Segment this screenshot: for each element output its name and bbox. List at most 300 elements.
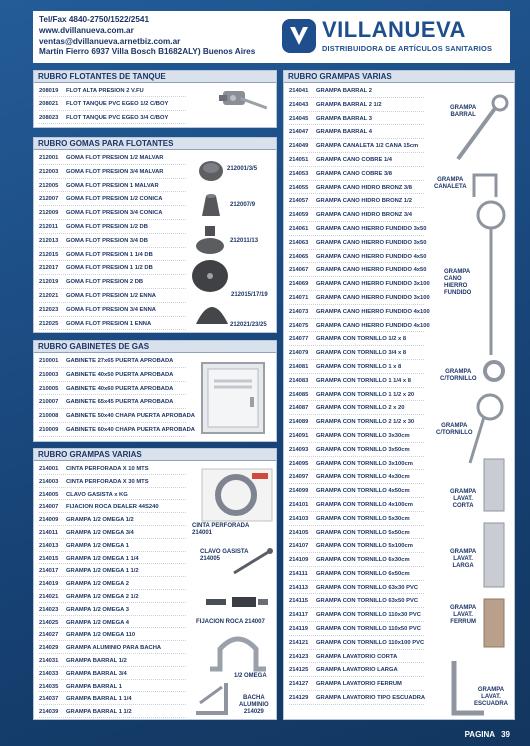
product-code: 214015 [39,555,59,562]
product-code: 214097 [289,474,309,481]
row-divider [39,329,186,330]
row-divider [39,178,186,179]
product-description: GRAMPA 1/2 OMEGA 3 [66,606,129,613]
product-description: GRAMPA CANO HIERRO FUNDIDO 3x100 [316,281,430,288]
row-divider [39,666,186,667]
product-description: GRAMPA CON TORNILLO 110x100 PVC [316,639,425,646]
row-divider [39,704,186,705]
product-description: GRAMPA CANO COBRE 1/4 [316,156,393,163]
product-description: GRAMPA CON TORNILLO 3x100cm [316,460,413,467]
product-description: GRAMPA 1/2 OMEGA 3/4 [66,529,134,536]
enna-washer-image [194,296,230,326]
row-divider [39,679,186,680]
row-divider [39,538,186,539]
product-description: GRAMPA BARRAL 3/4 [66,670,127,677]
product-code: 214121 [289,639,309,646]
product-description: GRAMPA BARRAL 2 [316,88,372,94]
product-code: 214037 [39,696,59,703]
product-row [34,304,276,318]
product-description: GRAMPA CON TORNILLO 4x30cm [316,474,410,481]
product-description: GRAMPA 1/2 OMEGA 1 1/2 [66,568,139,575]
row-divider [289,193,424,194]
product-description: GRAMPA CANO HIERRO FUNDIDO 3x50 [316,239,427,246]
product-description: GRAMPA LAVATORIO FERRUM [316,681,402,688]
row-divider [289,318,424,319]
row-divider [289,387,424,388]
lavat-ferrum-image [480,595,510,651]
product-description: GRAMPA CON TORNILLO 2 x 20 [316,405,405,412]
product-description: GRAMPA 1/2 OMEGA 1 1/4 [66,555,139,562]
product-code: 214069 [289,281,309,288]
rubber-washer-image [196,158,226,184]
product-code: 214111 [289,570,308,577]
row-divider [39,640,186,641]
row-divider [289,483,424,484]
row-divider [289,262,424,263]
canaleta-label: GRAMPA CANALETA [434,177,467,190]
product-code: 214039 [39,709,59,716]
row-divider [289,525,424,526]
fijacion-label: FIJACION ROCA 214007 [196,619,265,625]
product-description: GOMA FLOT PRESION 3/4 CONICA [66,210,163,217]
product-code: 214005 [39,491,59,498]
product-code: 210005 [39,385,59,392]
row-divider [39,474,186,475]
product-code: 214077 [289,336,309,343]
row-divider [289,469,424,470]
row-divider [39,316,186,317]
product-code: 212025 [39,320,59,327]
product-code: 214075 [289,322,309,329]
row-divider [289,345,424,346]
product-code: 214001 [39,466,59,472]
tornillo-label-2: GRAMPA C/TORNILLO [436,423,473,436]
product-description: GRAMPA CON TORNILLO 110x50 PVC [316,626,421,633]
product-description: GRAMPA CON TORNILLO 1 x 8 [316,363,402,370]
product-description: GRAMPA CON TORNILLO 3x30cm [316,432,410,439]
product-description: GRAMPA CON TORNILLO 4x50cm [316,488,410,495]
product-code: 212007 [39,196,59,203]
product-description: GRAMPA CON TORNILLO 6x50cm [316,570,410,577]
product-code: 214071 [289,294,309,301]
product-description: GOMA FLOT PRESION 3/4 MALVAR [66,168,164,175]
row-divider [289,497,424,498]
hierro-label: GRAMPA CANO HIERRO FUNDIDO [444,269,472,296]
row-divider [39,589,186,590]
section-title: RUBRO GRAMPAS VARIAS [34,449,276,461]
product-code: 214049 [289,143,309,150]
product-description: GRAMPA ALUMINIO PARA BACHA [66,645,162,652]
product-code: 214067 [289,267,309,274]
product-code: 214113 [289,584,309,591]
brand-tagline: DISTRIBUIDORA DE ARTÍCULOS SANITARIOS [322,44,493,53]
contact-address: Martín Fierro 6937 Villa Bosch B1682ALY) Buenos Aires [39,47,256,57]
product-row [34,152,276,166]
row-divider [289,290,424,291]
product-code: 214061 [289,225,309,232]
row-divider [289,359,424,360]
product-code: 212017 [39,265,59,272]
product-description: GRAMPA CON TORNILLO 63x30 PVC [316,584,418,591]
row-divider [39,436,186,437]
product-description: GRAMPA LAVATORIO TIPO ESCUADRA [316,695,426,702]
row-divider [289,580,424,581]
row-divider [289,428,424,429]
product-code: 214109 [289,557,309,564]
row-divider [289,373,424,374]
conical-washer-image [196,190,226,220]
page-footer [459,730,510,739]
product-code: 214047 [289,129,309,136]
contact-info [39,15,255,58]
row-divider [289,635,424,636]
product-description: GABINETE 65x45 PUERTA APROBADA [66,399,174,406]
row-divider [39,219,186,220]
row-divider [39,381,186,382]
brand-logo [282,17,502,57]
product-code: 214081 [289,363,309,370]
product-code: 214053 [289,170,309,177]
row-divider [289,138,424,139]
product-description: GRAMPA LAVATORIO CORTA [316,653,398,660]
row-divider [39,487,186,488]
product-row [34,276,276,290]
row-divider [39,123,186,124]
section-title: RUBRO GABINETES DE GAS [34,341,276,353]
product-description: GABINETE 40x60 PUERTA APROBADA [66,385,174,392]
row-divider [289,304,424,305]
row-divider [39,110,186,111]
product-code: 214025 [39,619,59,626]
product-description: GRAMPA CANO HIERRO FUNDIDO 4x50 [316,253,427,260]
omega-label: 1/2 OMEGA [234,673,267,679]
product-code: 210007 [39,399,59,406]
product-code: 210003 [39,371,59,378]
section-flotantes [33,70,277,128]
product-code: 214013 [39,542,59,549]
barral-label: GRAMPA BARRAL [450,105,477,118]
product-code: 214029 [39,645,59,652]
row-divider [39,191,186,192]
goma-label-5: 212021/23/25 [230,322,267,328]
product-code: 214073 [289,308,309,315]
larga-label: GRAMPA LAVAT. LARGA [450,549,477,569]
product-code: 214017 [39,568,59,575]
product-code: 214027 [39,632,59,639]
row-divider [39,551,186,552]
row-divider [289,166,424,167]
goma-label-3: 212011/13 [230,238,259,244]
row-divider [289,400,424,401]
product-code: 210009 [39,426,59,433]
product-code: 212021 [39,292,59,299]
product-description: GABINETE 27x65 PUERTA APROBADA [66,358,174,364]
row-divider [289,538,424,539]
product-code: 214065 [289,253,309,260]
row-divider [289,221,424,222]
row-divider [289,593,424,594]
product-code: 214095 [289,460,309,467]
product-code: 214119 [289,626,309,633]
product-code: 214043 [289,101,309,108]
product-description: GABINETE 60x40 CHAPA PUERTA APROBADA [66,426,195,433]
row-divider [39,205,186,206]
product-description: GRAMPA CON TORNILLO 1 1/4 x 8 [316,377,411,384]
product-description: GRAMPA CON TORNILLO 5x30cm [316,515,410,522]
section-title: RUBRO FLOTANTES DE TANQUE [34,71,276,83]
product-description: GRAMPA CANO HIERRO FUNDIDO 4x50 [316,267,427,274]
row-divider [289,152,424,153]
row-divider [39,247,186,248]
lavat-larga-image [480,519,510,591]
row-divider [39,499,186,500]
row-divider [39,691,186,692]
row-divider [289,207,424,208]
product-code: 214127 [289,681,309,688]
row-divider [289,649,424,650]
brand-name: VILLANUEVA [322,17,466,42]
product-description: GRAMPA CANO HIERRO FUNDIDO 3x50 [316,225,427,232]
product-code: 214101 [289,501,309,508]
product-description: GABINETE 40x50 PUERTA APROBADA [66,371,174,378]
product-description: GOMA FLOT PRESION 1/2 MALVAR [66,155,164,161]
product-description: FLOT TANQUE PVC EGEO 1/2 C/BOY [66,101,169,108]
product-code: 208023 [39,114,59,121]
product-code: 212003 [39,168,59,175]
contact-website[interactable]: www.dvillanueva.com.ar [39,25,134,35]
product-code: 208019 [39,88,59,94]
goma-label-4: 212015/17/19 [231,292,268,298]
product-description: GRAMPA CANO HIERRO FUNDIDO 4x100 [316,308,430,315]
ferrum-label: GRAMPA LAVAT. FERRUM [450,605,477,625]
product-code: 214023 [39,606,59,613]
tornillo-label-1: GRAMPA C/TORNILLO [440,369,477,382]
product-description: GRAMPA CON TORNILLO 2 1/2 x 30 [316,419,415,426]
product-description: GOMA FLOT PRESION 3/4 DB [66,237,148,244]
product-description: GRAMPA CON TORNILLO 110x30 PVC [316,612,421,619]
row-divider [289,235,424,236]
row-divider [289,456,424,457]
product-code: 212009 [39,210,59,217]
product-code: 210008 [39,413,59,420]
product-code: 214115 [289,598,309,605]
row-divider [39,602,186,603]
product-description: GRAMPA BARRAL 1 [66,683,122,690]
product-code: 214045 [289,115,309,122]
product-code: 214105 [289,529,309,536]
product-description: GRAMPA CON TORNILLO 1 1/2 x 20 [316,391,415,398]
goma-label-2: 212007/9 [230,202,256,208]
product-code: 212001 [39,155,59,161]
row-divider [39,260,186,261]
product-code: 214107 [289,543,309,550]
product-code: 214103 [289,515,309,522]
row-divider [289,331,424,332]
basin-bracket-image [192,677,234,717]
product-description: GRAMPA BARRAL 2 1/2 [316,101,382,108]
product-description: CLAVO GASISTA x KG [66,491,128,498]
product-code: 214059 [289,212,309,219]
product-description: GRAMPA BARRAL 4 [316,129,372,136]
product-description: GRAMPA 1/2 OMEGA 4 [66,619,129,626]
product-code: 214019 [39,581,59,588]
row-divider [39,627,186,628]
large-washer-image [190,258,230,294]
db-washer-image [194,224,226,256]
product-description: GRAMPA 1/2 OMEGA 1 [66,542,129,549]
row-divider [289,111,424,112]
row-divider [289,662,424,663]
product-description: GRAMPA CON TORNILLO 6x30cm [316,557,410,564]
product-code: 214123 [289,653,309,660]
product-description: GRAMPA CANO HIDRO BRONZ 3/8 [316,184,412,191]
hierro-clamp-image [474,199,508,359]
section-gabinetes [33,340,277,442]
clavo-label: CLAVO GASISTA 214005 [200,549,249,562]
row-divider [39,576,186,577]
perforated-tape-image [200,467,274,523]
float-valve-image [219,85,274,127]
product-description: GOMA FLOT PRESION 2 DB [66,279,144,286]
section-title: RUBRO GRAMPAS VARIAS [284,71,514,83]
row-divider [289,414,424,415]
logo-v-icon [282,19,316,53]
product-code: 212015 [39,251,59,258]
product-code: 212019 [39,279,59,286]
product-code: 214011 [39,529,59,536]
row-divider [39,653,186,654]
bacha-label: BACHA ALUMINIO 214029 [239,695,269,715]
product-description: FLOT TANQUE PVC EGEO 3/4 C/BOY [66,114,169,121]
row-divider [39,164,186,165]
row-divider [289,442,424,443]
product-description: GRAMPA CANALETA 1/2 CANA 15cm [316,143,419,150]
product-description: GRAMPA BARRAL 1 1/4 [66,696,132,703]
product-description: FIJACION ROCA DEALER 44S240 [66,504,159,511]
product-description: GRAMPA 1/2 OMEGA 2 [66,581,129,588]
product-description: GOMA FLOT PRESION 3/4 ENNA [66,306,156,313]
row-divider [39,288,186,289]
contact-phone: Tel/Fax 4840-2750/1522/2541 [39,15,150,24]
row-divider [39,615,186,616]
product-description: GRAMPA CON TORNILLO 5x100cm [316,543,413,550]
product-description: GOMA FLOT PRESION 1/2 DB [66,223,148,230]
product-code: 214057 [289,198,309,205]
section-grampas-right [283,70,515,720]
canaleta-clamp-image [470,167,500,201]
product-description: GOMA FLOT PRESION 1/2 CONICA [66,196,163,203]
row-divider [289,676,424,677]
row-divider [39,408,186,409]
section-gomas [33,137,277,333]
goma-label-1: 212001/3/5 [227,166,258,172]
product-description: GRAMPA CANO HIDRO BRONZ 1/2 [316,198,412,205]
row-divider [289,180,424,181]
row-divider [289,276,424,277]
row-divider [39,717,186,718]
row-divider [39,367,186,368]
product-code: 214125 [289,667,309,674]
product-description: GRAMPA BARRAL 1/2 [66,657,127,664]
product-description: GRAMPA 1/2 OMEGA 1/2 [66,517,134,524]
contact-email[interactable]: ventas@dvillanueva.arnetbiz.com.ar [39,36,181,46]
row-divider [39,302,186,303]
omega-clamp-image [206,635,270,673]
tornillo-clamp-image-1 [480,359,508,385]
row-divider [289,690,424,691]
row-divider [39,233,186,234]
product-code: 210001 [39,358,59,364]
product-code: 214091 [289,432,309,439]
product-description: GRAMPA CON TORNILLO 1/2 x 8 [316,336,407,343]
corta-label: GRAMPA LAVAT. CORTA [450,489,477,509]
page-number: 39 [501,730,510,739]
product-code: 214087 [289,405,309,412]
section-grampas-left [33,448,277,720]
product-code: 214085 [289,391,309,398]
product-description: GRAMPA CANO HIDRO BRONZ 3/4 [316,212,412,219]
cinta-label: CINTA PERFORADA 214001 [192,523,250,536]
row-divider [289,704,424,705]
product-code: 214051 [289,156,309,163]
product-description: GOMA FLOT PRESION 1/2 ENNA [66,292,156,299]
row-divider [39,525,186,526]
row-divider [39,512,186,513]
row-divider [289,124,424,125]
product-description: GRAMPA CANO HIERRO FUNDIDO 4x100 [316,322,430,329]
barral-clamp-image [452,93,512,163]
page-label: PAGINA [464,730,496,739]
product-code: 214021 [39,593,59,600]
product-description: GRAMPA CON TORNILLO 63x50 PVC [316,598,418,605]
product-description: CINTA PERFORADA X 10 MTS [66,466,149,472]
product-description: GRAMPA CON TORNILLO 4x100cm [316,501,413,508]
product-code: 212023 [39,306,59,313]
product-description: GOMA FLOT PRESION 1 ENNA [66,320,152,327]
product-description: CINTA PERFORADA X 30 MTS [66,478,149,485]
product-description: GRAMPA CANO COBRE 3/8 [316,170,393,177]
row-divider [289,97,424,98]
product-code: 214031 [39,657,59,664]
product-code: 214063 [289,239,309,246]
row-divider [289,566,424,567]
row-divider [289,621,424,622]
product-code: 214055 [289,184,309,191]
row-divider [39,394,186,395]
product-code: 212013 [39,237,59,244]
product-code: 214041 [289,88,309,94]
product-code: 214129 [289,695,309,702]
gas-cabinet-image [200,361,268,435]
product-description: GRAMPA CON TORNILLO 5x50cm [316,529,410,536]
product-code: 214003 [39,478,59,485]
row-divider [289,511,424,512]
product-row [34,262,276,276]
product-description: GRAMPA 1/2 OMEGA 2 1/2 [66,593,139,600]
product-description: GRAMPA BARRAL 1 1/2 [66,709,132,716]
product-description: FLOT ALTA PRESION 2 V.FU [66,88,144,94]
escuadra-label: GRAMPA LAVAT. ESCUADRA [474,687,509,707]
product-code: 212005 [39,182,59,189]
product-code: 214083 [289,377,309,384]
row-divider [39,96,186,97]
product-code: 214035 [39,683,59,690]
product-row [34,180,276,194]
row-divider [289,249,424,250]
product-row [34,207,276,221]
product-description: GRAMPA CON TORNILLO 3x50cm [316,446,410,453]
product-code: 212011 [39,223,59,230]
